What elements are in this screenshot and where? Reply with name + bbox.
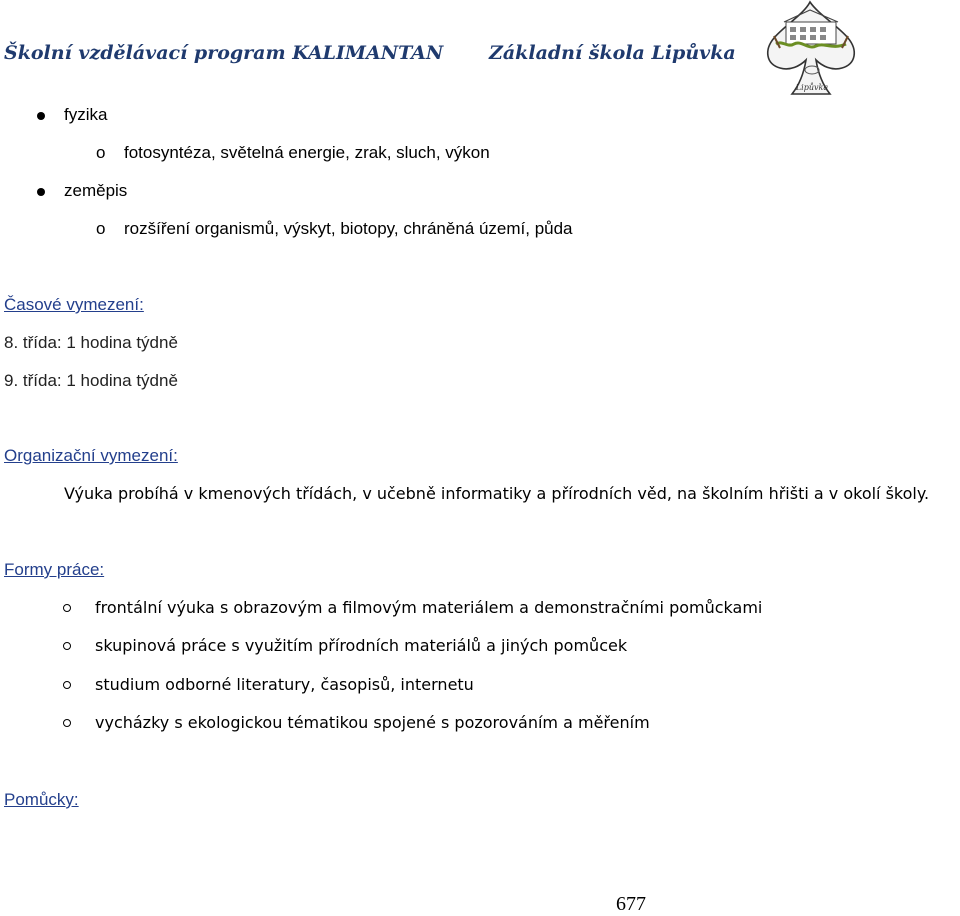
time-row: 9. třída: 1 hodina týdně (4, 371, 178, 390)
sub-bullet-marker: o (96, 219, 106, 238)
forms-section-title: Formy práce: (4, 560, 105, 579)
subject-name: zeměpis (64, 181, 128, 200)
bullet-icon (37, 188, 45, 196)
bullet-icon (63, 604, 71, 612)
forms-item: vycházky s ekologickou tématikou spojené s pozorováním a měřením (95, 713, 650, 732)
page-number: 677 (616, 893, 646, 915)
time-section-title: Časové vymezení: (4, 295, 144, 314)
svg-text:Lipůvka: Lipůvka (795, 83, 829, 92)
school-logo (762, 0, 862, 98)
time-row: 8. třída: 1 hodina týdně (4, 333, 178, 352)
aids-section-title: Pomůcky: (4, 790, 79, 809)
bullet-icon (63, 642, 71, 650)
bullet-icon (63, 681, 71, 689)
subject-topics: rozšíření organismů, výskyt, biotopy, chráněná území, půda (124, 219, 573, 238)
sub-bullet-marker: o (96, 143, 106, 162)
forms-item: studium odborné literatury, časopisů, internetu (95, 675, 474, 694)
school-name: Základní škola Lipůvka (489, 42, 736, 64)
subject-topics: fotosyntéza, světelná energie, zrak, sluch, výkon (124, 143, 490, 162)
program-title: Školní vzdělávací program KALIMANTAN (4, 42, 444, 64)
forms-item: frontální výuka s obrazovým a filmovým materiálem a demonstračními pomůckami (95, 598, 763, 617)
bullet-icon (63, 719, 71, 727)
org-section-text: Výuka probíhá v kmenových třídách, v učebně informatiky a přírodních věd, na školním hřišti a v okolí školy. (64, 484, 930, 503)
bullet-icon (37, 112, 45, 120)
org-section-title: Organizační vymezení: (4, 446, 178, 465)
forms-item: skupinová práce s využitím přírodních materiálů a jiných pomůcek (95, 636, 628, 655)
subject-name: fyzika (64, 105, 108, 124)
